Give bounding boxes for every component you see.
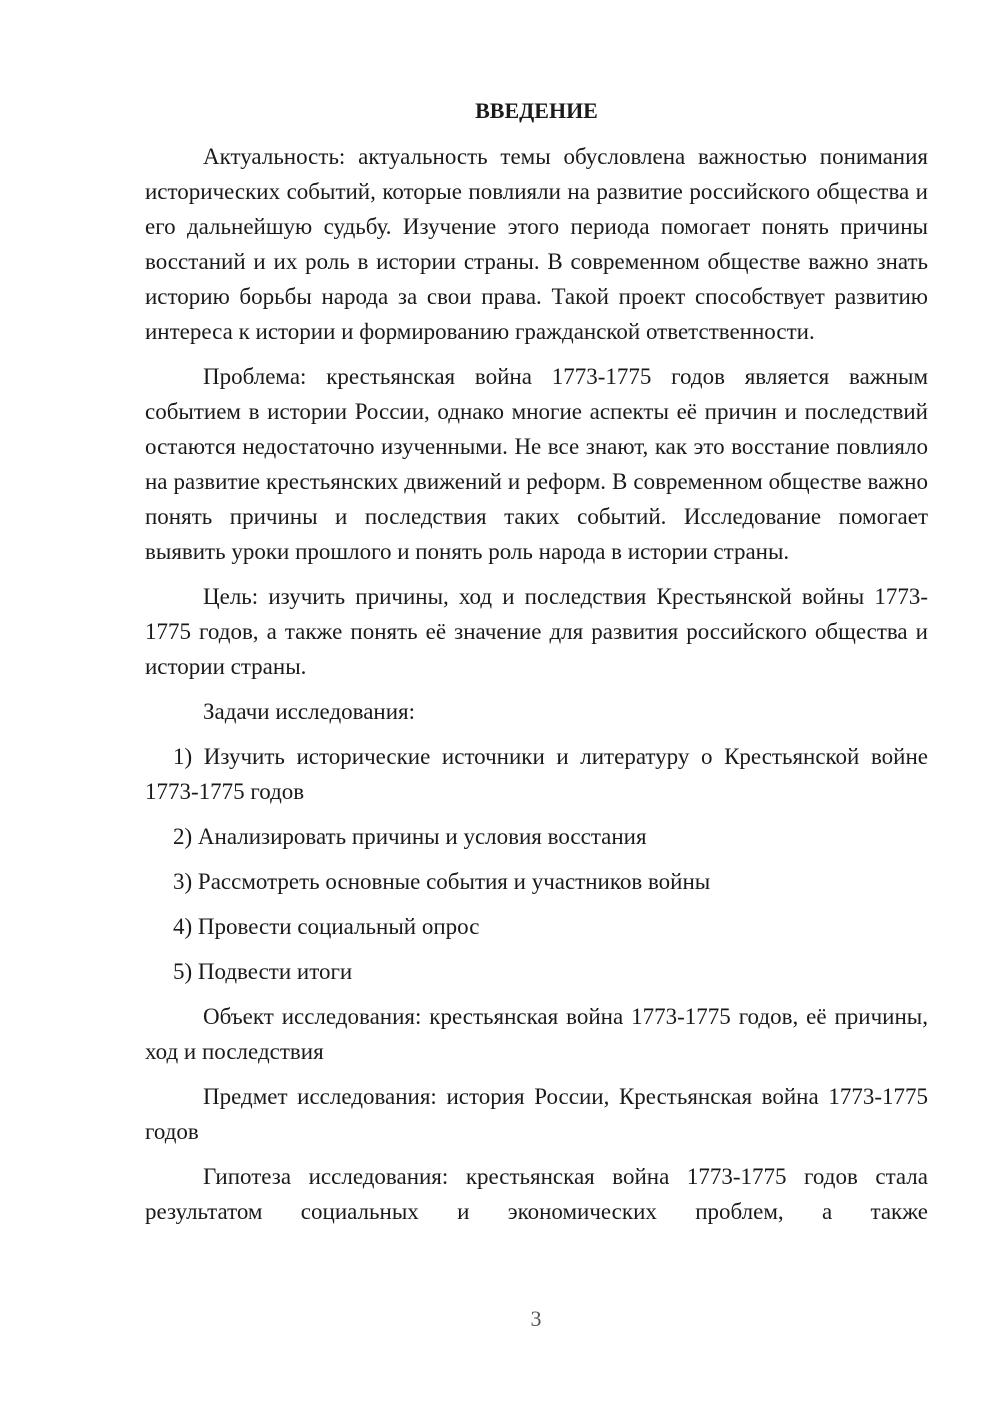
goal-paragraph: Цель: изучить причины, ход и последствия Крестьянской войны 1773-1775 годов, а также понять её значение для развития российского общества и истории страны.	[145, 584, 928, 679]
page-number: 3	[530, 1306, 542, 1331]
tasks-heading: Задачи исследования:	[203, 699, 416, 724]
tasks-list	[145, 739, 928, 989]
problem-paragraph: Проблема: крестьянская война 1773-1775 годов является важным событием в истории России, однако многие аспекты её причин и последствий остаются недостаточно изученными. Не все знают, как это восстание повлияло на развитие крестьянских движений и реформ. В современном обществе важно понять причины и последствия таких событий. Исследование помогает выявить уроки прошлого и понять роль народа в истории страны.	[145, 364, 928, 564]
page-title: ВВЕДЕНИЕ	[475, 98, 598, 123]
list-item: 1) Изучить исторические источники и литературу о Крестьянской войне 1773-1775 годов	[145, 744, 928, 804]
list-item: 2) Анализировать причины и условия восстания	[173, 824, 647, 849]
list-item: 3) Рассмотреть основные события и участников войны	[173, 869, 711, 894]
document-body	[145, 96, 928, 1229]
subject-paragraph: Предмет исследования: история России, Крестьянская война 1773-1775 годов	[145, 1084, 928, 1144]
list-item: 4) Провести социальный опрос	[173, 914, 480, 939]
relevance-paragraph: Актуальность: актуальность темы обусловлена важностью понимания исторических событий, которые повлияли на развитие российского общества и его дальнейшую судьбу. Изучение этого периода помогает понять причины восстаний и их роль в истории страны. В современном обществе важно знать историю борьбы народа за свои права. Такой проект способствует развитию интереса к истории и формированию гражданской ответственности.	[145, 144, 928, 344]
hypothesis-paragraph: Гипотеза исследования: крестьянская война 1773-1775 годов стала результатом социальных и экономических проблем, а также	[145, 1164, 928, 1224]
list-item: 5) Подвести итоги	[173, 959, 353, 984]
object-paragraph: Объект исследования: крестьянская война 1773-1775 годов, её причины, ход и последствия	[145, 1004, 928, 1064]
